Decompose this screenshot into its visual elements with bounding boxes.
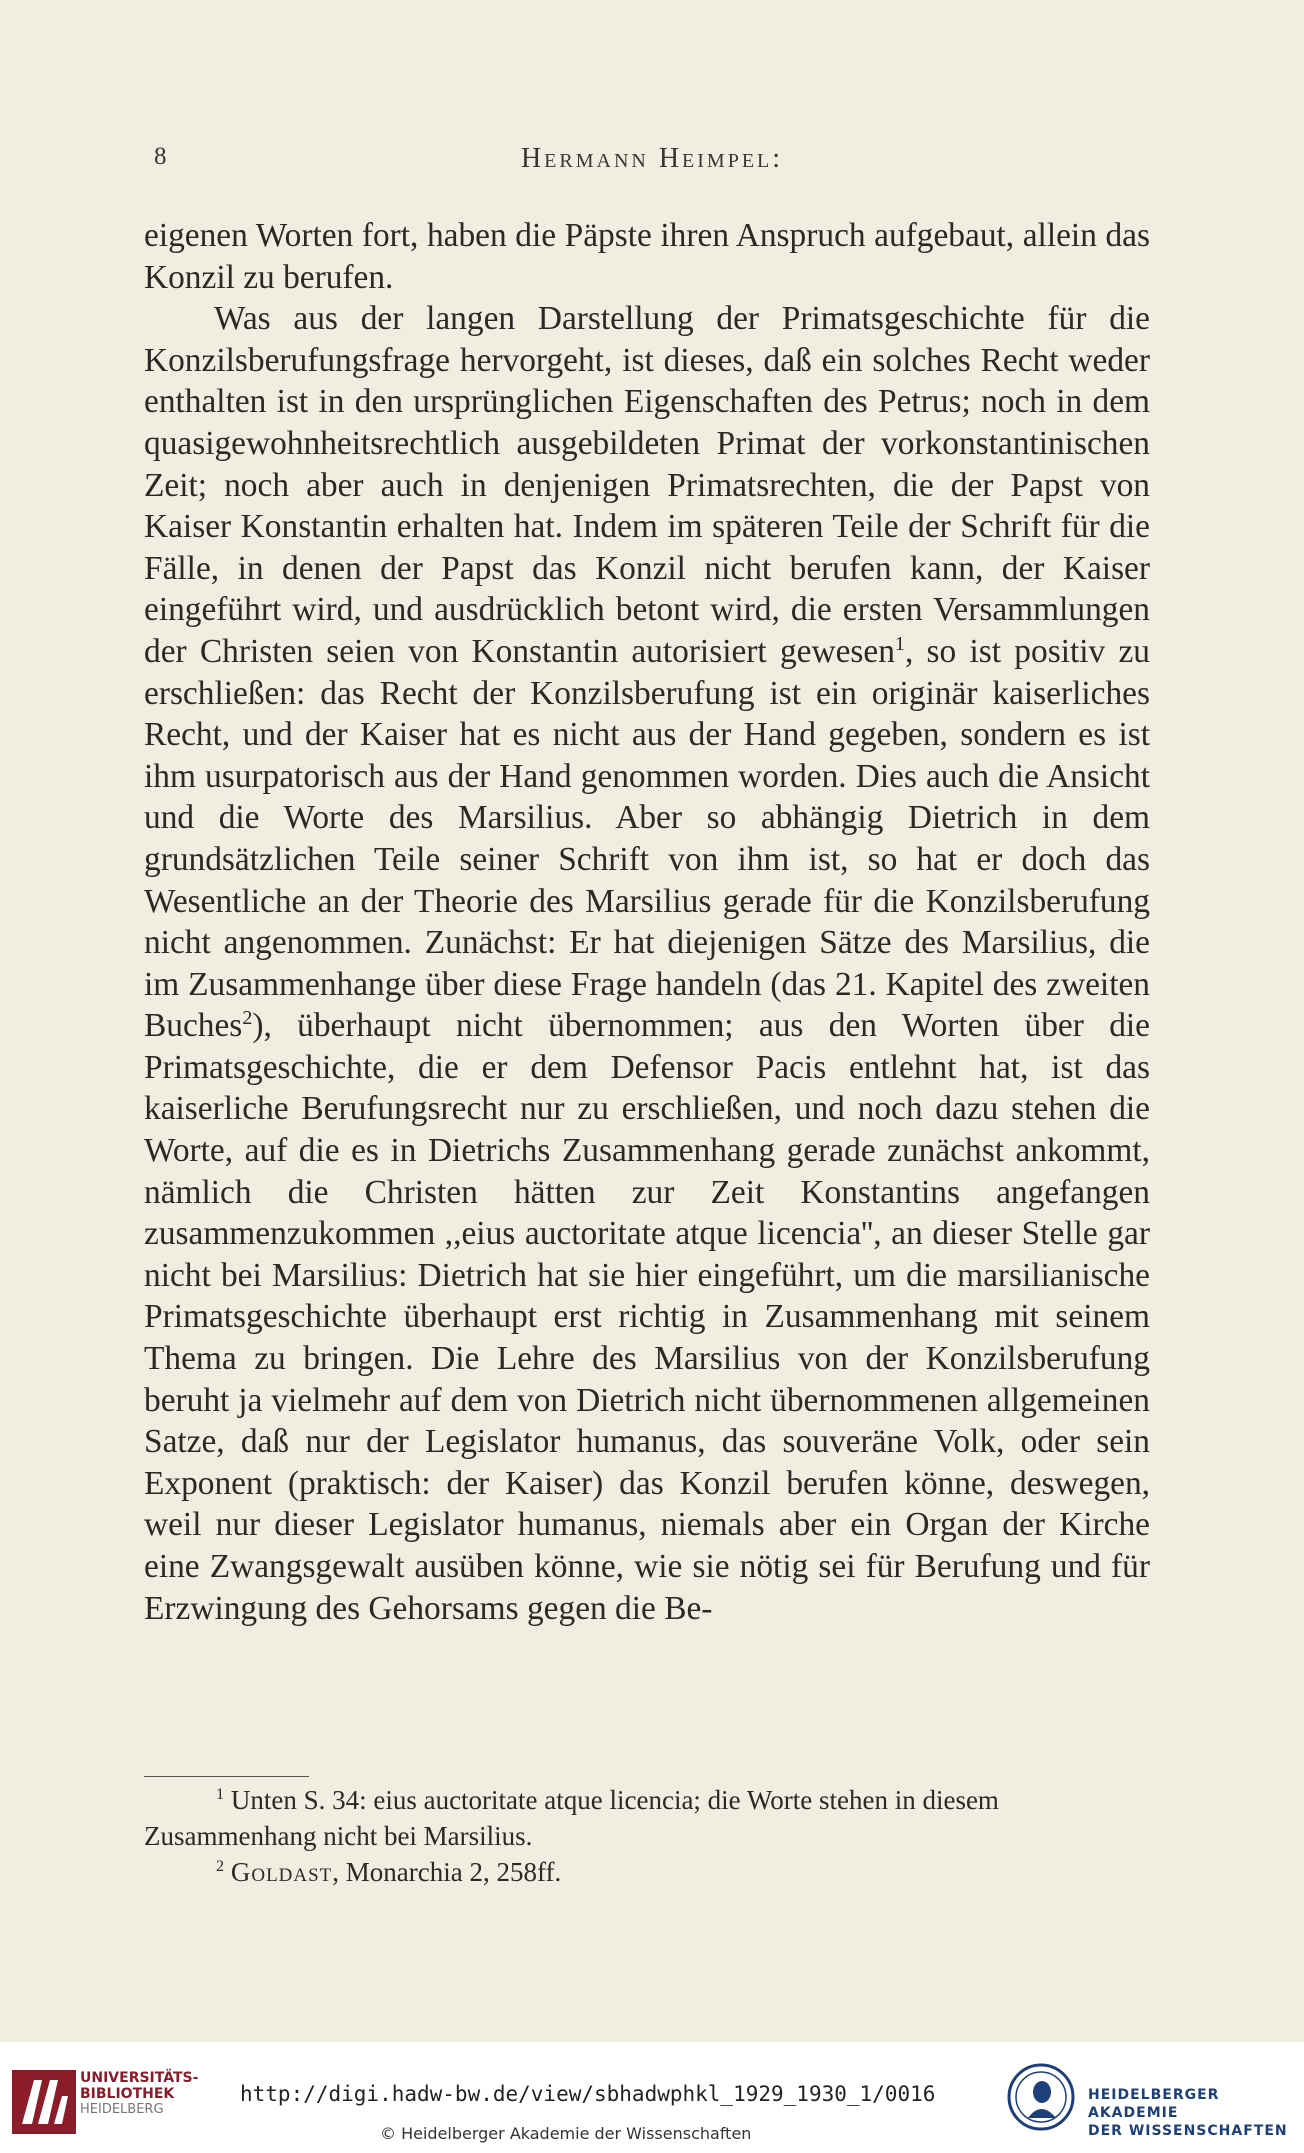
footnote-2 — [144, 1854, 1150, 1890]
footnote-ref-1: 1 — [894, 632, 905, 655]
footnote-2-author: Goldast — [230, 1857, 333, 1887]
footnote-1 — [144, 1782, 1150, 1854]
page-header — [148, 143, 1156, 177]
footnotes — [144, 1782, 1150, 1890]
paragraph-2 — [144, 298, 1150, 1629]
page-url-link[interactable]: http://digi.hadw-bw.de/view/sbhadwphkl_1929_1930_1/0016 — [240, 2082, 936, 2106]
library-line-2: BIBLIOTHEK — [80, 2086, 175, 2102]
library-line-3: HEIDELBERG — [80, 2102, 164, 2117]
footnote-ref-2: 2 — [242, 1007, 253, 1030]
paragraph-1: eigenen Worten fort, haben die Päpste ihren Anspruch aufgebaut, allein das Konzil zu berufen. — [144, 217, 1150, 296]
university-library-logo-icon — [12, 2070, 76, 2134]
academy-line-2: DER WISSENSCHAFTEN — [1088, 2123, 1288, 2139]
body-text — [144, 215, 1150, 1629]
paragraph-2-part-a: Was aus der langen Darstellung der Primatsgeschichte für die Konzilsberufungsfrage hervorgeht, ist dieses, daß ein solches Recht weder enthalten ist in den ursprünglichen Eigenschaften des Petrus; noch in dem quasigewohnheitsrechtlich ausgebildeten Primat der vorkonstantinischen Zeit; noch aber auch in denjenigen Primatsrechten, die der Papst von Kaiser Konstantin erhalten hat. Indem im späteren Teile der Schrift für die Fälle, in denen der Papst das Konzil nicht berufen kann, der Kaiser eingeführt wird, und ausdrücklich betont wird, die ersten Versammlungen der Christen seien von Konstantin autorisiert gewesen — [144, 300, 1150, 670]
running-head: Hermann Heimpel: — [520, 143, 784, 174]
academy-name — [1088, 2086, 1304, 2140]
copyright-notice: © Heidelberger Akademie der Wissenschaften — [380, 2124, 752, 2143]
paragraph-2-part-b: , so ist positiv zu erschließen: das Recht der Konzilsberufung ist ein originär kaiserliches Recht, und der Kaiser hat es nicht aus der Hand gegeben, sondern es ist ihm usurpatorisch aus der Hand genommen worden. Dies auch die Ansicht und die Worte des Marsilius. Aber so abhängig Dietrich in dem grundsätzlichen Teile seiner Schrift von ihm ist, so hat er doch das Wesentliche an der Theorie des Marsilius gerade für die Konzilsberufung nicht angenommen. Zunächst: Er hat diejenigen Sätze des Marsilius, die im Zusammenhange über diese Frage handeln (das 21. Kapitel des zweiten Buches — [144, 632, 1150, 1045]
footer-bar — [0, 2042, 1304, 2153]
library-line-1: UNIVERSITÄTS- — [80, 2070, 199, 2086]
footnote-rule — [144, 1776, 309, 1777]
footnote-2-mark: 2 — [216, 1857, 225, 1875]
library-name — [80, 2070, 198, 2118]
footnote-1-mark: 1 — [216, 1785, 225, 1803]
footnote-1-text: Unten S. 34: eius auctoritate atque licencia; die Worte stehen in diesem Zusammenhang nicht bei Marsilius. — [144, 1785, 999, 1851]
page-number: 8 — [154, 143, 167, 170]
academy-line-1: HEIDELBERGER AKADEMIE — [1088, 2087, 1220, 2121]
academy-seal-icon — [1006, 2062, 1076, 2132]
footnote-2-text: , Monarchia 2, 258ff. — [332, 1857, 562, 1887]
paragraph-2-part-c: ), überhaupt nicht übernommen; aus den Worten über die Primatsgeschichte, die er dem Defensor Pacis entlehnt hat, ist das kaiserliche Berufungsrecht nur zu erschließen, und noch dazu stehen die Worte, auf die es in Dietrichs Zusammenhang gerade zunächst ankommt, nämlich die Christen hätten zur Zeit Konstantins angefangen zusammenzukommen ,,eius auctoritate atque licencia'', an dieser Stelle gar nicht bei Marsilius: Dietrich hat sie hier eingeführt, um die marsilianische Primatsgeschichte überhaupt erst richtig in Zusammenhang mit seinem Thema zu bringen. Die Lehre des Marsilius von der Konzilsberufung beruht ja vielmehr auf dem von Dietrich nicht übernommenen allgemeinen Satze, daß nur der Legislator humanus, das souveräne Volk, oder sein Exponent (praktisch: der Kaiser) das Konzil berufen könne, deswegen, weil nur dieser Legislator humanus, niemals aber ein Organ der Kirche eine Zwangsgewalt ausüben könne, wie sie nötig sei für Berufung und für Erzwingung des Gehorsams gegen die Be- — [144, 1007, 1150, 1627]
